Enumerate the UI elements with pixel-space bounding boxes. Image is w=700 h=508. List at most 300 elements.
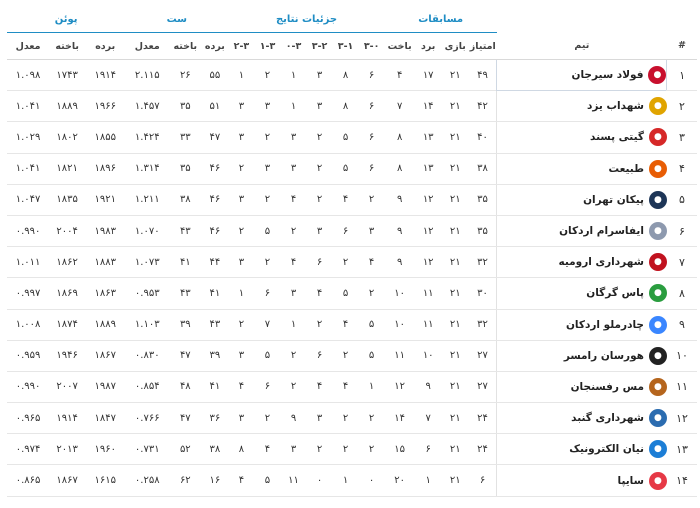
gear-logo-icon: ● [649,97,667,115]
team-cell[interactable] [497,60,667,91]
cell-r32: ۳ [307,215,333,246]
team-name[interactable]: فولاد سیرجان [571,69,644,82]
cell-r31: ۵ [333,122,359,153]
cell-points: ۳۵ [469,215,497,246]
cell-pts-won: ۱۶۱۵ [85,465,125,496]
table-row[interactable] [7,184,697,215]
cell-sets-won: ۱۶ [201,465,228,496]
cell-won: ۱۲ [415,215,442,246]
cell-points: ۴۹ [469,60,497,91]
cell-r23: ۱ [228,60,254,91]
ifa-logo-icon: ● [649,222,667,240]
cell-pts-won: ۱۹۸۳ [85,215,125,246]
col-lost: باخت [385,33,415,60]
cell-lost: ۹ [385,184,415,215]
cell-pts-ratio: ۱.۰۹۸ [7,60,49,91]
cell-pts-ratio: ۱.۰۴۱ [7,91,49,122]
cell-pts-lost: ۱۸۷۴ [49,309,85,340]
cell-r23: ۲ [228,215,254,246]
col-r13: ۱-۳ [254,33,280,60]
cell-r13: ۲ [254,60,280,91]
team-name[interactable]: چادرملو اردکان [565,318,644,331]
cell-played: ۲۱ [442,247,469,278]
table-row[interactable] [7,403,697,434]
rank-cell: ۹ [667,309,697,340]
cell-won: ۱۰ [415,340,442,371]
cell-sets-won: ۴۶ [201,184,228,215]
rank-cell: ۲ [667,91,697,122]
gonbad-logo-icon: ● [649,409,667,427]
cell-r30: ۶ [359,60,385,91]
cell-played: ۲۱ [442,465,469,496]
cell-pts-lost: ۱۹۱۴ [49,403,85,434]
cell-pts-won: ۱۸۴۷ [85,403,125,434]
team-name[interactable]: شهرداری ارومیه [558,256,644,269]
cell-pts-won: ۱۹۶۶ [85,91,125,122]
cell-r13: ۲ [254,122,280,153]
cell-r23: ۳ [228,403,254,434]
cell-pts-ratio: ۰.۸۶۵ [7,465,49,496]
cell-r23: ۳ [228,122,254,153]
mes-logo-icon: ● [649,378,667,396]
team-cell[interactable] [497,278,667,309]
table-row[interactable] [7,215,697,246]
cell-sets-ratio: ۰.۹۵۳ [125,278,169,309]
table-row[interactable] [7,465,697,496]
cell-pts-ratio: ۰.۹۷۴ [7,434,49,465]
team-cell[interactable] [497,309,667,340]
cell-sets-lost: ۴۷ [169,403,201,434]
cell-won: ۱۲ [415,184,442,215]
cell-r13: ۴ [254,434,280,465]
cell-played: ۲۱ [442,371,469,402]
cell-pts-won: ۱۸۶۳ [85,278,125,309]
group-points: پوئن [7,6,125,33]
cell-pts-won: ۱۹۶۰ [85,434,125,465]
cell-pts-lost: ۲۰۰۴ [49,215,85,246]
cell-pts-ratio: ۱.۰۱۱ [7,247,49,278]
team-cell[interactable] [497,465,667,496]
cell-r32: ۰ [307,465,333,496]
cell-sets-won: ۴۱ [201,278,228,309]
cell-pts-won: ۱۹۱۴ [85,60,125,91]
cell-won: ۶ [415,434,442,465]
col-sets-lost: باخته [169,33,201,60]
cell-r03: ۴ [281,184,307,215]
team-cell[interactable] [497,340,667,371]
cell-points: ۶ [469,465,497,496]
cell-won: ۱۲ [415,247,442,278]
cell-r30: ۵ [359,340,385,371]
cell-sets-ratio: ۲.۱۱۵ [125,60,169,91]
cell-pts-lost: ۱۷۴۳ [49,60,85,91]
cell-played: ۲۱ [442,60,469,91]
cell-r30: ۰ [359,465,385,496]
cell-pts-won: ۱۹۸۷ [85,371,125,402]
cell-sets-won: ۴۳ [201,309,228,340]
cell-r30: ۶ [359,122,385,153]
cell-sets-lost: ۳۹ [169,309,201,340]
cell-sets-ratio: ۰.۷۳۱ [125,434,169,465]
cell-pts-ratio: ۰.۹۹۷ [7,278,49,309]
cell-sets-ratio: ۱.۲۱۱ [125,184,169,215]
cell-sets-lost: ۴۳ [169,278,201,309]
hoorsan-logo-icon: ● [649,347,667,365]
cell-r23: ۲ [228,153,254,184]
cell-r31: ۲ [333,247,359,278]
group-sets: ست [125,6,228,33]
cell-r30: ۲ [359,434,385,465]
cell-pts-lost: ۱۸۲۱ [49,153,85,184]
cell-pts-ratio: ۱.۰۴۷ [7,184,49,215]
cell-pts-lost: ۲۰۰۷ [49,371,85,402]
cell-sets-won: ۳۶ [201,403,228,434]
team-name[interactable]: پاس گرگان [586,287,644,300]
cell-r13: ۳ [254,91,280,122]
cell-pts-lost: ۱۸۰۲ [49,122,85,153]
cell-lost: ۱۱ [385,340,415,371]
col-won: برد [415,33,442,60]
cell-r32: ۶ [307,247,333,278]
team-cell[interactable] [497,371,667,402]
cell-r03: ۹ [281,403,307,434]
team-name[interactable]: طبیعت [608,162,644,175]
cell-r32: ۲ [307,184,333,215]
cell-r32: ۲ [307,153,333,184]
cell-pts-lost: ۱۸۶۲ [49,247,85,278]
cell-lost: ۹ [385,247,415,278]
cell-sets-won: ۴۶ [201,215,228,246]
cell-r03: ۱۱ [281,465,307,496]
col-team: تیم [497,33,667,60]
cell-played: ۲۱ [442,153,469,184]
cell-sets-lost: ۴۷ [169,340,201,371]
team-name[interactable]: ایفاسرام اردکان [559,225,644,238]
cell-sets-lost: ۳۸ [169,184,201,215]
team-cell[interactable] [497,434,667,465]
standings-body [7,60,697,497]
cell-r03: ۱ [281,60,307,91]
team-name[interactable]: سایپا [617,474,644,487]
table-row[interactable] [7,91,697,122]
cell-sets-ratio: ۱.۴۲۴ [125,122,169,153]
cell-r31: ۶ [333,215,359,246]
cell-r23: ۴ [228,371,254,402]
cell-r32: ۲ [307,434,333,465]
cell-r31: ۵ [333,153,359,184]
cell-won: ۱۴ [415,91,442,122]
cell-sets-won: ۴۱ [201,371,228,402]
rank-cell: ۸ [667,278,697,309]
cell-played: ۲۱ [442,434,469,465]
cell-points: ۳۸ [469,153,497,184]
cell-r03: ۳ [281,434,307,465]
rank-cell: ۱۱ [667,371,697,402]
table-row[interactable] [7,153,697,184]
table-row[interactable] [7,247,697,278]
saipa-logo-icon: ● [649,472,667,490]
cell-sets-ratio: ۱.۰۷۳ [125,247,169,278]
cell-r13: ۶ [254,278,280,309]
cell-pts-lost: ۱۸۶۹ [49,278,85,309]
cell-pts-lost: ۲۰۱۳ [49,434,85,465]
team-cell[interactable] [497,215,667,246]
cell-played: ۲۱ [442,184,469,215]
cell-r30: ۶ [359,91,385,122]
col-pts-lost: باخته [49,33,85,60]
team-name[interactable]: نیان الکترونیک [569,443,644,456]
cell-r31: ۸ [333,60,359,91]
cell-r03: ۲ [281,215,307,246]
cell-won: ۱۱ [415,278,442,309]
cell-r13: ۷ [254,309,280,340]
rank-cell: ۶ [667,215,697,246]
cell-r32: ۳ [307,60,333,91]
table-row[interactable] [7,340,697,371]
cell-sets-won: ۵۱ [201,91,228,122]
team-name[interactable]: شهرداری گنبد [571,412,644,425]
cell-points: ۲۷ [469,371,497,402]
rank-cell: ۵ [667,184,697,215]
cell-lost: ۴ [385,60,415,91]
cell-pts-won: ۱۹۲۱ [85,184,125,215]
cell-r13: ۵ [254,340,280,371]
team-cell[interactable] [497,122,667,153]
cell-won: ۷ [415,403,442,434]
cell-pts-lost: ۱۸۳۵ [49,184,85,215]
team-name[interactable]: پیکان تهران [583,193,644,206]
rank-cell: ۱۳ [667,434,697,465]
rank-cell: ۱۰ [667,340,697,371]
cell-sets-lost: ۳۳ [169,122,201,153]
col-sets-won: برده [201,33,228,60]
cell-pts-ratio: ۱.۰۴۱ [7,153,49,184]
cell-r31: ۵ [333,278,359,309]
cell-pts-ratio: ۰.۹۵۹ [7,340,49,371]
cell-played: ۲۱ [442,309,469,340]
cell-points: ۲۴ [469,403,497,434]
col-r30: ۳-۰ [359,33,385,60]
cell-lost: ۱۵ [385,434,415,465]
cell-pts-lost: ۱۸۸۹ [49,91,85,122]
cell-r23: ۳ [228,247,254,278]
group-matches: مسابقات [385,6,497,33]
cell-pts-ratio: ۰.۹۹۰ [7,215,49,246]
cell-pts-ratio: ۱.۰۰۸ [7,309,49,340]
table-row[interactable] [7,309,697,340]
cell-pts-lost: ۱۹۴۶ [49,340,85,371]
cell-won: ۱ [415,465,442,496]
cell-r31: ۴ [333,184,359,215]
cell-points: ۳۲ [469,309,497,340]
cell-pts-won: ۱۸۵۵ [85,122,125,153]
cell-points: ۴۰ [469,122,497,153]
steel-logo-icon: ● [648,66,666,84]
cell-r32: ۲ [307,122,333,153]
cell-sets-won: ۵۵ [201,60,228,91]
cell-r31: ۲ [333,403,359,434]
cell-r30: ۶ [359,153,385,184]
cell-r23: ۲ [228,309,254,340]
cell-r31: ۲ [333,434,359,465]
cell-r30: ۵ [359,309,385,340]
col-played: بازی [442,33,469,60]
table-row[interactable] [7,434,697,465]
table-row[interactable] [7,371,697,402]
cell-r23: ۱ [228,278,254,309]
cell-sets-ratio: ۰.۷۶۶ [125,403,169,434]
col-pts-won: برده [85,33,125,60]
cell-r03: ۴ [281,247,307,278]
cell-sets-lost: ۴۳ [169,215,201,246]
cell-r32: ۴ [307,278,333,309]
team-cell[interactable] [497,153,667,184]
cell-r23: ۳ [228,340,254,371]
col-r23: ۲-۳ [228,33,254,60]
rank-cell: ۳ [667,122,697,153]
rank-cell: ۱۲ [667,403,697,434]
cell-r13: ۲ [254,184,280,215]
cell-played: ۲۱ [442,91,469,122]
group-details: جزئیات نتایج [228,6,384,33]
team-name[interactable]: گیتی پسند [590,131,644,144]
rank-cell: ۱ [667,60,697,91]
cell-r32: ۳ [307,403,333,434]
cell-r03: ۳ [281,122,307,153]
cell-r23: ۳ [228,184,254,215]
table-row[interactable] [7,122,697,153]
cell-lost: ۹ [385,215,415,246]
cell-lost: ۷ [385,91,415,122]
cell-r32: ۳ [307,91,333,122]
standings-table [7,6,697,497]
cell-sets-lost: ۲۶ [169,60,201,91]
cell-r31: ۸ [333,91,359,122]
cell-r03: ۲ [281,340,307,371]
team-cell[interactable] [497,91,667,122]
urmia-logo-icon: ● [649,253,667,271]
cell-played: ۲۱ [442,403,469,434]
cell-lost: ۱۰ [385,278,415,309]
cell-sets-lost: ۳۵ [169,91,201,122]
cell-r32: ۶ [307,340,333,371]
cell-won: ۱۳ [415,122,442,153]
team-name[interactable]: مس رفسنجان [570,380,644,393]
cell-pts-won: ۱۸۶۷ [85,340,125,371]
col-r03: ۰-۳ [281,33,307,60]
cell-pts-won: ۱۸۹۶ [85,153,125,184]
cell-lost: ۲۰ [385,465,415,496]
cell-played: ۲۱ [442,278,469,309]
group-header-row [7,6,697,33]
cell-r32: ۲ [307,309,333,340]
cell-r30: ۲ [359,278,385,309]
cell-points: ۴۲ [469,91,497,122]
nian-logo-icon: ● [649,440,667,458]
cell-sets-lost: ۶۲ [169,465,201,496]
cell-sets-won: ۴۶ [201,153,228,184]
cell-sets-lost: ۴۱ [169,247,201,278]
cell-won: ۱۱ [415,309,442,340]
cell-points: ۲۷ [469,340,497,371]
cell-sets-ratio: ۰.۸۵۴ [125,371,169,402]
cell-points: ۲۴ [469,434,497,465]
cell-sets-lost: ۵۲ [169,434,201,465]
cell-sets-won: ۳۸ [201,434,228,465]
team-cell[interactable] [497,184,667,215]
cell-sets-lost: ۳۵ [169,153,201,184]
rank-cell: ۷ [667,247,697,278]
cell-sets-ratio: ۰.۲۵۸ [125,465,169,496]
cell-r31: ۲ [333,340,359,371]
col-pts-ratio: معدل [7,33,49,60]
cell-pts-lost: ۱۸۶۷ [49,465,85,496]
cell-points: ۳۲ [469,247,497,278]
column-header-row [7,33,697,60]
cell-r13: ۵ [254,465,280,496]
team-name[interactable]: هورسان رامسر [563,349,644,362]
cell-lost: ۱۰ [385,309,415,340]
cell-pts-won: ۱۸۸۹ [85,309,125,340]
cell-sets-won: ۴۴ [201,247,228,278]
table-row[interactable] [7,60,697,91]
cell-won: ۱۷ [415,60,442,91]
cell-won: ۹ [415,371,442,402]
cell-sets-won: ۳۹ [201,340,228,371]
cell-r23: ۴ [228,465,254,496]
cell-sets-ratio: ۰.۸۳۰ [125,340,169,371]
cell-lost: ۱۲ [385,371,415,402]
team-cell[interactable] [497,247,667,278]
rank-cell: ۱۴ [667,465,697,496]
col-r32: ۳-۲ [307,33,333,60]
paykan-logo-icon: ● [649,191,667,209]
tabiat-logo-icon: ● [649,160,667,178]
cell-sets-lost: ۴۸ [169,371,201,402]
col-rank: # [667,33,697,60]
cell-won: ۱۳ [415,153,442,184]
col-r31: ۳-۱ [333,33,359,60]
cell-sets-ratio: ۱.۰۷۰ [125,215,169,246]
cell-lost: ۸ [385,153,415,184]
cell-r03: ۳ [281,153,307,184]
cell-pts-ratio: ۰.۹۶۵ [7,403,49,434]
table-row[interactable] [7,278,697,309]
cell-r30: ۳ [359,215,385,246]
cell-r03: ۱ [281,91,307,122]
cell-r32: ۴ [307,371,333,402]
cell-r23: ۳ [228,91,254,122]
cell-pts-won: ۱۸۸۳ [85,247,125,278]
col-sets-ratio: معدل [125,33,169,60]
cell-sets-ratio: ۱.۳۱۴ [125,153,169,184]
cell-r03: ۲ [281,371,307,402]
cell-r30: ۲ [359,403,385,434]
cell-r13: ۲ [254,403,280,434]
cell-sets-ratio: ۱.۱۰۳ [125,309,169,340]
team-cell[interactable] [497,403,667,434]
cell-lost: ۸ [385,122,415,153]
team-name[interactable]: شهداب یزد [586,100,644,113]
cell-r31: ۴ [333,371,359,402]
cell-played: ۲۱ [442,122,469,153]
cell-r13: ۶ [254,371,280,402]
cell-r30: ۲ [359,184,385,215]
cell-r13: ۳ [254,153,280,184]
cell-r31: ۴ [333,309,359,340]
standings-page [0,6,700,508]
cell-lost: ۱۴ [385,403,415,434]
